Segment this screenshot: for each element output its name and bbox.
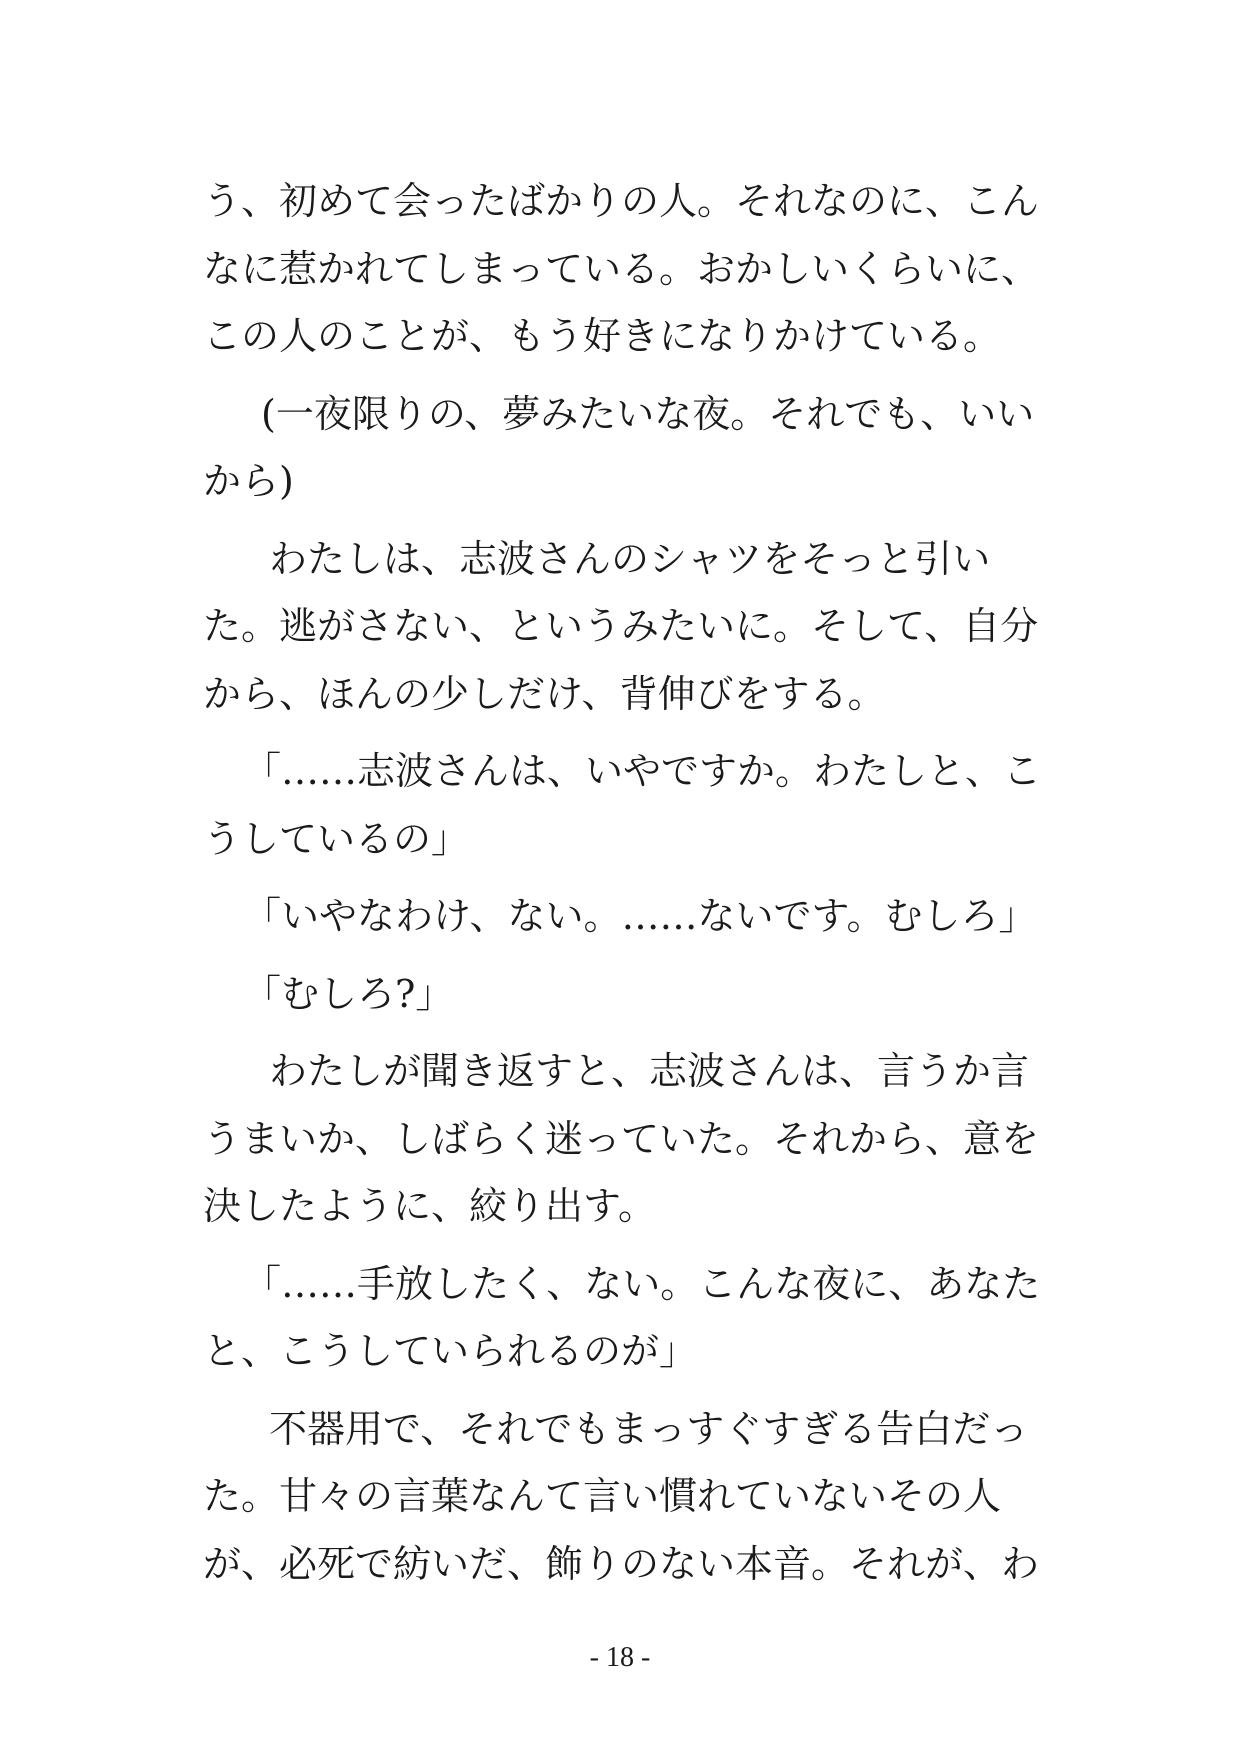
text-line: た。甘々の言葉なんて言い慣れていないその人 [203,1474,1002,1518]
text-line: から、ほんの少しだけ、背伸びをする。 [203,671,886,716]
body-text [203,168,1043,1598]
text-line: 不器用で、それでもまっすぐすぎる告白だっ [269,1406,1029,1451]
text-line: わたしは、志波さんのシャツをそっと引い [269,536,991,581]
text-line: わたしが聞き返すと、志波さんは、言うか言 [269,1049,1030,1093]
text-line: た。逃がさない、というみたいに。そして、自分 [203,604,1039,648]
text-line: 「いやなわけ、ない。……ないです。むしろ」 [243,894,1037,938]
text-line: と、こうしていられるのが」 [203,1329,698,1373]
page-number: - 18 - [589,1642,651,1673]
text-line: から) [203,459,294,503]
text-line: なに惹かれてしまっている。おかしいくらいに、 [203,246,1040,291]
text-line: (一夜限りの、夢みたいな夜。それでも、いい [261,391,1035,436]
text-line: うまいか、しばらく迷っていた。それから、意を [203,1116,1040,1161]
text-line: う、初めて会ったばかりの人。それなのに、こん [203,179,1040,223]
text-line: この人のことが、もう好きになりかけている。 [203,314,1002,358]
text-line: が、必死で紡いだ、飾りのない本音。それが、わ [203,1541,1040,1586]
text-line: 決したように、絞り出す。 [203,1184,656,1228]
text-line: うしているの」 [203,816,470,861]
text-line: 「……志波さんは、いやですか。わたしと、こ [243,749,1042,793]
text-line: 「……手放したく、ない。こんな夜に、あなた [243,1261,1041,1306]
text-line: 「むしろ?」 [243,971,454,1016]
